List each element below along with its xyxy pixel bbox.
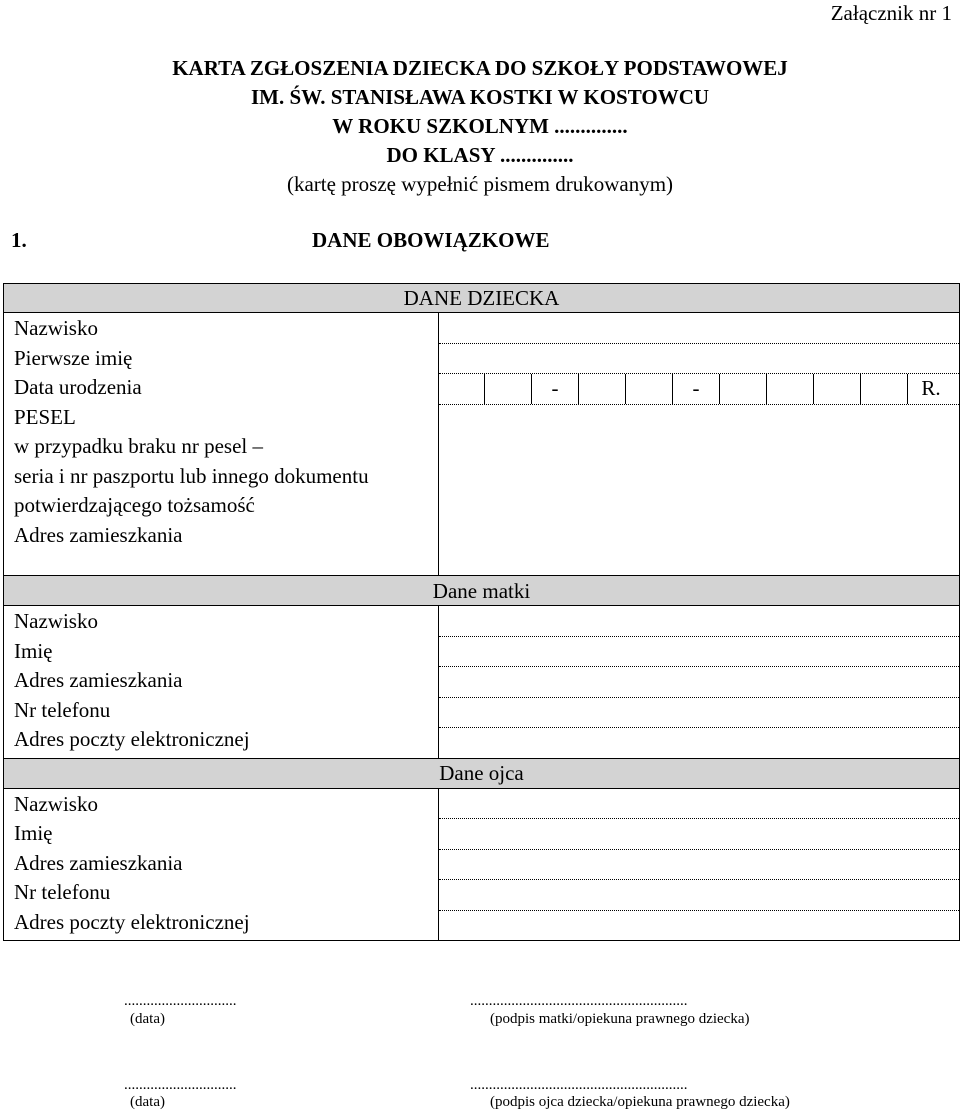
child-data-header: DANE DZIECKA [4,284,960,313]
child-data-table [3,283,960,583]
mother-date-line[interactable]: .............................. [124,993,237,1009]
mother-date-caption: (data) [130,1011,165,1027]
father-first-name-label: Imię [14,821,53,845]
mother-labels [4,606,439,759]
date-cell[interactable] [579,374,626,404]
date-cell[interactable] [814,374,861,404]
mother-phone-field[interactable] [439,698,959,729]
section-number: 1. [11,228,27,252]
child-values [439,313,960,583]
father-values [439,788,960,941]
date-cell[interactable] [626,374,673,404]
child-address-field[interactable] [439,523,959,582]
father-surname-field[interactable] [439,789,959,820]
mother-values [439,606,960,759]
child-document-label-line3: potwierdzającego tożsamość [14,493,255,517]
child-labels [4,313,439,583]
child-birth-date-field[interactable] [439,374,959,405]
mother-surname-field[interactable] [439,606,959,637]
father-address-label: Adres zamieszkania [14,850,183,875]
class-line: DO KLASY .............. [386,143,574,167]
father-surname-label: Nazwisko [14,791,98,816]
child-document-label-line1: w przypadku braku nr pesel – [14,434,264,458]
child-pesel-label: PESEL [14,404,76,429]
date-cell[interactable] [861,374,908,404]
child-address-label: Adres zamieszkania [14,522,183,547]
date-cell[interactable] [485,374,532,404]
mother-email-label: Adres poczty elektronicznej [14,727,250,751]
child-pesel-field[interactable] [439,405,959,435]
section-title: DANE OBOWIĄZKOWE [312,228,550,252]
child-surname-field[interactable] [439,313,959,344]
child-first-name-field[interactable] [439,344,959,375]
father-data-header: Dane ojca [4,758,960,788]
child-birth-date-label: Data urodzenia [14,375,142,399]
father-date-caption: (data) [130,1094,165,1110]
father-signature-caption: (podpis ojca dziecka/opiekuna prawnego dziecka) [490,1094,790,1110]
father-phone-field[interactable] [439,880,959,911]
date-cell[interactable] [720,374,767,404]
fill-instruction: (kartę proszę wypełnić pismem drukowanym) [286,172,674,196]
mother-data-header: Dane matki [4,576,960,606]
child-document-field[interactable] [439,434,959,523]
father-signature-line[interactable]: .......................................................... [470,1077,688,1093]
father-email-label: Adres poczty elektronicznej [14,909,250,934]
mother-first-name-field[interactable] [439,637,959,668]
mother-surname-label: Nazwisko [14,609,98,633]
form-title-line2: IM. ŚW. STANISŁAWA KOSTKI W KOSTOWCU [250,85,710,109]
form-title-line1: KARTA ZGŁOSZENIA DZIECKA DO SZKOŁY PODSTAWOWEJ [172,56,788,80]
mother-signature-line[interactable]: .......................................................... [470,993,688,1009]
date-cell[interactable] [767,374,814,404]
child-first-name-label: Pierwsze imię [14,345,133,370]
father-address-field[interactable] [439,850,959,881]
father-labels [4,788,439,941]
father-date-line[interactable]: .............................. [124,1077,237,1093]
father-email-field[interactable] [439,911,959,941]
mother-first-name-label: Imię [14,638,53,663]
child-surname-label: Nazwisko [14,316,98,340]
school-year-line: W ROKU SZKOLNYM .............. [332,114,628,138]
parents-data-table [3,575,960,941]
date-separator: - [673,374,720,404]
mother-email-field[interactable] [439,728,959,758]
mother-address-label: Adres zamieszkania [14,668,183,692]
year-suffix: R. [921,376,941,400]
date-separator: - [532,374,579,404]
mother-address-field[interactable] [439,667,959,698]
attachment-label: Załącznik nr 1 [830,1,952,25]
child-document-label-line2: seria i nr paszportu lub innego dokumentu [14,463,369,488]
father-first-name-field[interactable] [439,819,959,850]
father-phone-label: Nr telefonu [14,880,111,904]
mother-phone-label: Nr telefonu [14,697,111,722]
mother-signature-caption: (podpis matki/opiekuna prawnego dziecka) [490,1011,750,1027]
